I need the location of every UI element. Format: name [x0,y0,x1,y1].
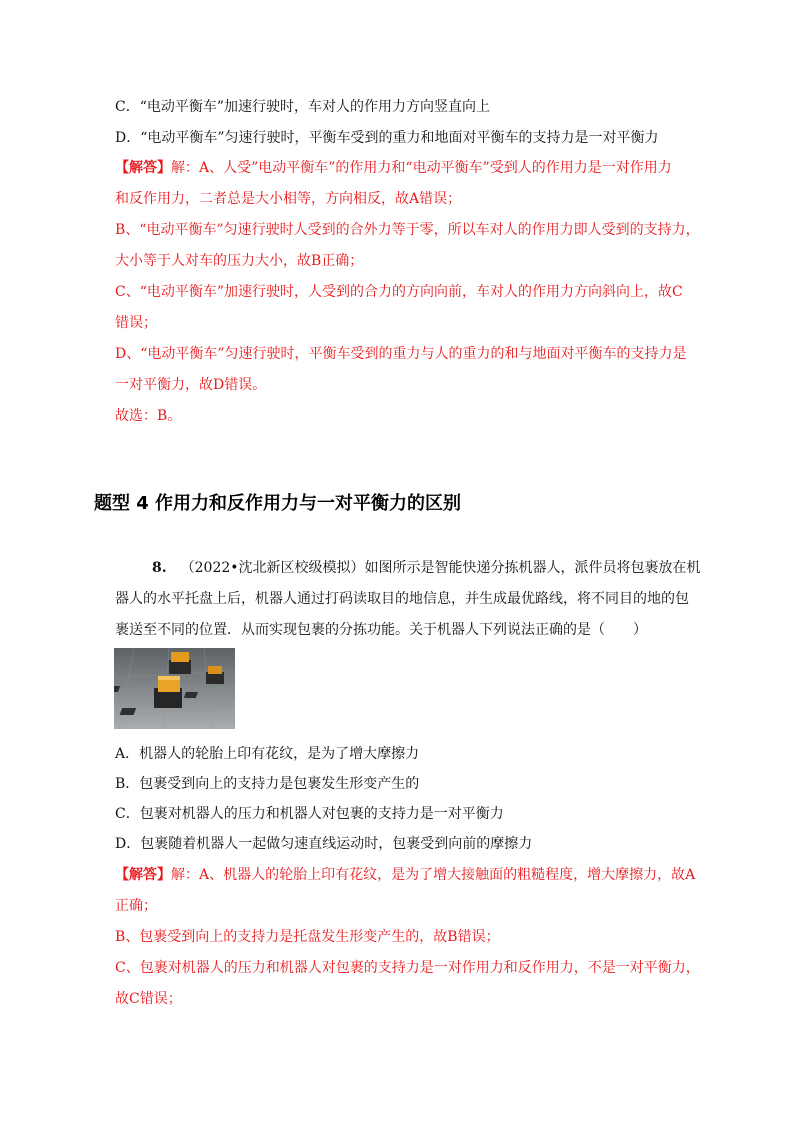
q7-answer-line-8: 一对平衡力，故D错误。 [115,377,267,393]
answer-tag: 【解答】 [115,867,171,883]
q8-stem-line-1 [152,558,720,578]
q8-answer-line-4: C、包裹对机器人的压力和机器人对包裹的支持力是一对作用力和反作用力，不是一对平衡力， [115,960,700,976]
q7-answer-line-5: C、“电动平衡车”加速行驶时，人受到的合力的方向向前，车对人的作用力方向斜向上，故C [115,284,683,300]
q7-option-d: D．“电动平衡车”匀速行驶时，平衡车受到的重力和地面对平衡车的支持力是一对平衡力 [115,130,659,146]
q8-answer-line-2: 正确； [115,898,157,914]
q8-stem-line-3: 裹送至不同的位置．从而实现包裹的分拣功能。关于机器人下列说法正确的是（ ） [115,622,647,638]
section-heading: 题型 4 作用力和反作用力与一对平衡力的区别 [94,493,462,514]
robot-photo [114,648,235,729]
answer-tag: 【解答】 [115,160,171,176]
q7-answer-line-2: 和反作用力，二者总是大小相等，方向相反，故A错误； [115,191,462,207]
q8-option-a: A．机器人的轮胎上印有花纹，是为了增大摩擦力 [115,746,420,762]
q7-answer-line-7: D、“电动平衡车”匀速行驶时，平衡车受到的重力与人的重力的和与地面对平衡车的支持力是 [115,346,687,362]
answer-text: 解：A、机器人的轮胎上印有花纹，是为了增大接触面的粗糙程度，增大摩擦力，故A [171,867,696,883]
q7-option-c: C．“电动平衡车”加速行驶时，车对人的作用力方向竖直向上 [115,99,491,115]
stem-text: （2022•沈北新区校级模拟）如图所示是智能快递分拣机器人，派件员将包裹放在机 [180,560,701,576]
q8-answer-line-3: B、包裹受到向上的支持力是托盘发生形变产生的，故B错误； [115,929,500,945]
q7-answer-line-1 [115,158,720,178]
q7-answer-line-3: B、“电动平衡车”匀速行驶时人受到的合外力等于零，所以车对人的作用力即人受到的支持力， [115,222,700,238]
q8-answer-line-1 [115,865,720,885]
q8-option-b: B．包裹受到向上的支持力是包裹发生形变产生的 [115,776,420,792]
robot-photo-illustration [114,648,235,729]
q8-option-c: C．包裹对机器人的压力和机器人对包裹的支持力是一对平衡力 [115,806,504,822]
answer-text: 解：A、人受”电动平衡车”的作用力和“电动平衡车”受到人的作用力是一对作用力 [171,160,672,176]
question-number: 8. [152,560,167,576]
q8-stem-line-2: 器人的水平托盘上后，机器人通过打码读取目的地信息，并生成最优路线，将不同目的地的包 [115,591,689,607]
q7-answer-line-4: 大小等于人对车的压力大小，故B正确； [115,253,364,269]
q8-option-d: D．包裹随着机器人一起做匀速直线运动时，包裹受到向前的摩擦力 [115,836,533,852]
q8-answer-line-5: 故C错误； [115,991,182,1007]
q7-answer-line-9: 故选：B。 [115,408,182,424]
q7-answer-line-6: 错误； [115,315,157,331]
